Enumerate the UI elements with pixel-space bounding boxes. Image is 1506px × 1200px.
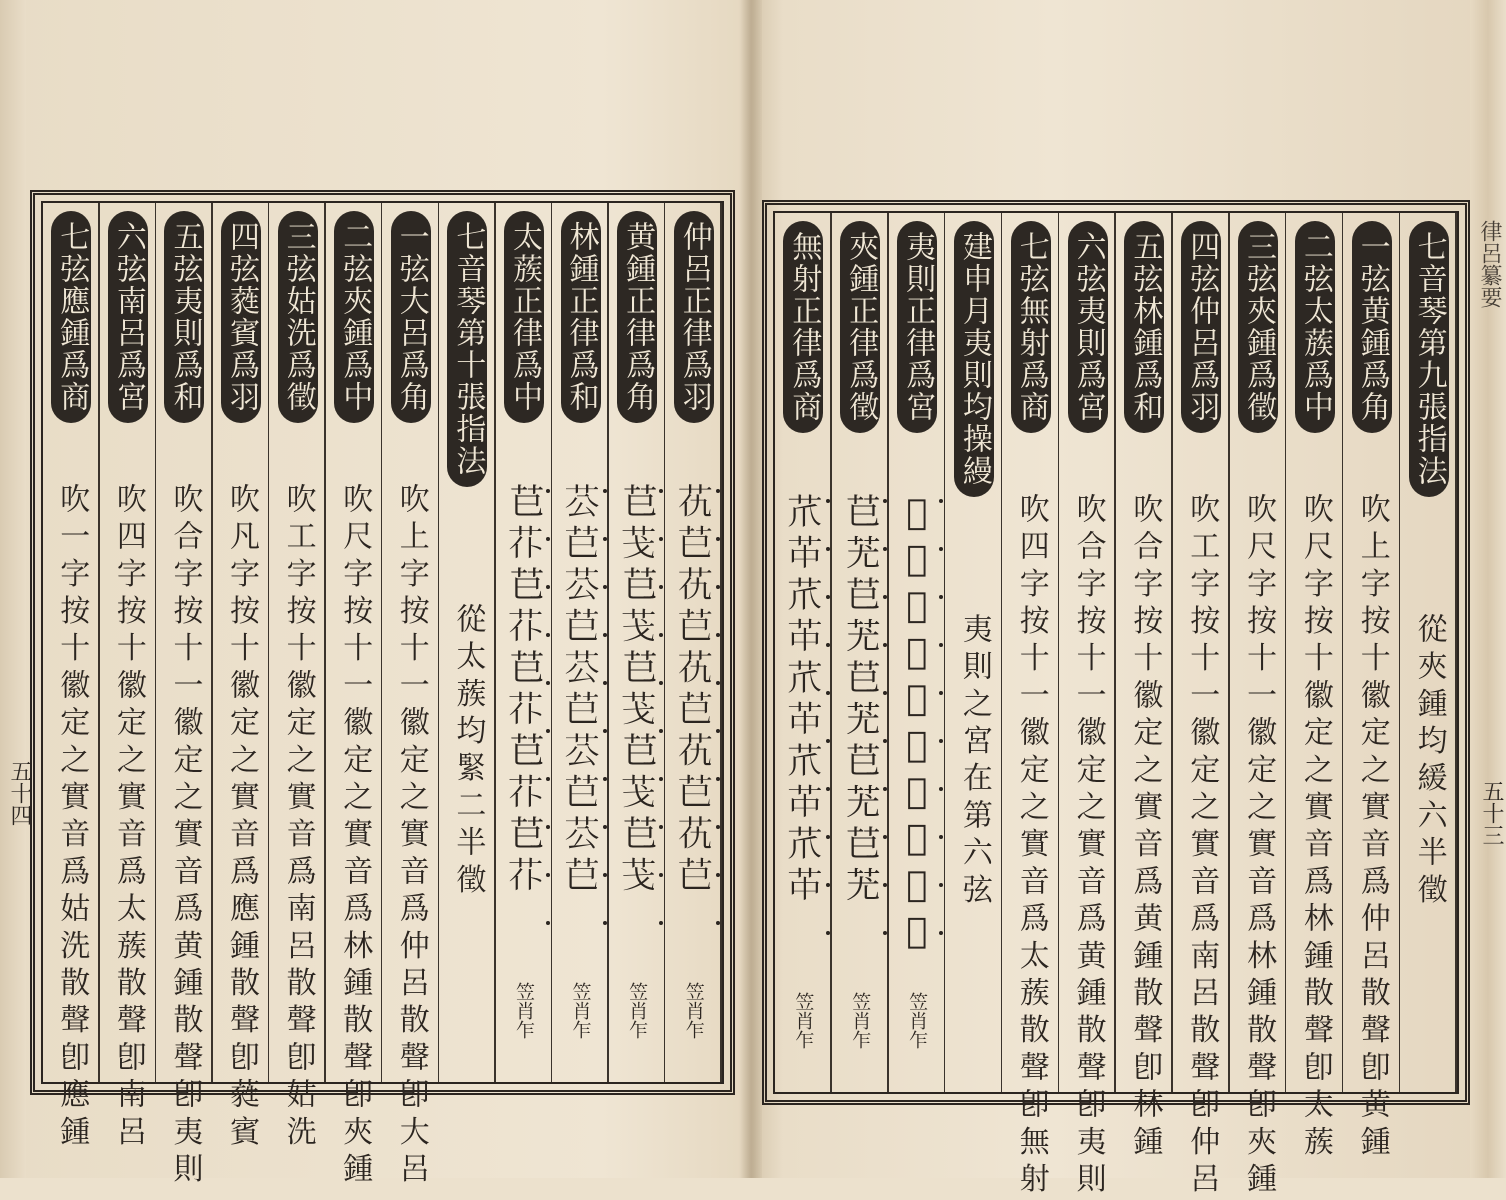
note-dot: [716, 921, 720, 925]
text-column: [775, 213, 832, 1092]
text-column: [213, 203, 270, 1153]
instruction-text: 吹凡字按十徽定之實音爲應鍾散聲卽蕤賓: [224, 483, 260, 1153]
note-dots: [826, 499, 830, 979]
section-heading-tab: 七音琴第九張指法: [1409, 221, 1449, 497]
string-label-tab: 四弦蕤賓爲羽: [221, 211, 261, 423]
text-column: [439, 203, 496, 1082]
note-dot: [716, 585, 720, 589]
note-dot: [659, 873, 663, 877]
text-column: [889, 213, 946, 1092]
column-divider: [1001, 213, 1003, 1092]
note-dot: [716, 873, 720, 877]
note-dot: [546, 537, 550, 541]
column-divider: [887, 213, 889, 1092]
tablature-text: 𦬊𦬓𦬊𦬓𦬊𦬓𦬊𦬓𦬊𦬓: [840, 493, 881, 908]
note-dot: [659, 681, 663, 685]
note-dot: [883, 595, 887, 599]
right-page-margin-title: 律呂纂要: [1477, 220, 1502, 308]
instruction-text: 從太蔟均緊二半徵: [450, 603, 486, 901]
instruction-text: 從夾鍾均緩六半徵: [1411, 613, 1447, 911]
string-label-tab: 六弦南呂爲宮: [108, 211, 148, 423]
right-page-folio: 五十三: [1479, 780, 1504, 846]
instruction-text: 吹四字按十徽定之實音爲太蔟散聲卽南呂: [110, 483, 146, 1153]
note-dot: [716, 729, 720, 733]
text-column: [496, 203, 553, 1082]
note-dot: [826, 931, 830, 935]
note-dot: [603, 825, 607, 829]
text-column: [43, 203, 100, 1153]
note-dot: [659, 537, 663, 541]
string-label-tab: 林鍾正律爲和: [561, 211, 601, 423]
note-dot: [939, 787, 943, 791]
note-dot: [826, 643, 830, 647]
note-dots: [716, 489, 720, 969]
instruction-text: 吹尺字按十一徽定之實音爲林鍾散聲卽夾鍾: [1241, 493, 1277, 1200]
section-heading-tab: 七音琴第十張指法: [447, 211, 487, 487]
note-dot: [939, 931, 943, 935]
previous-page-edge: [0, 0, 26, 1178]
note-dot: [546, 489, 550, 493]
column-divider: [830, 213, 832, 1092]
note-dot: [826, 787, 830, 791]
left-page-columns: [41, 201, 724, 1190]
note-dot: [603, 873, 607, 877]
section-heading-tab: 建申月夷則均操縵: [954, 221, 994, 497]
note-dots: [883, 499, 887, 979]
text-column: [1287, 213, 1344, 1163]
note-dot: [939, 595, 943, 599]
column-divider: [607, 203, 609, 1082]
note-dot: [826, 499, 830, 503]
string-label-tab: 仲呂正律爲羽: [674, 211, 714, 423]
column-divider: [664, 203, 666, 1082]
note-dot: [603, 585, 607, 589]
note-dot: [826, 691, 830, 695]
string-label-tab: 三弦姑洗爲徵: [278, 211, 318, 423]
note-dot: [603, 489, 607, 493]
note-dot: [826, 835, 830, 839]
fingering-note: 笠肖乍: [512, 982, 535, 1039]
fingering-note: 笠肖乍: [569, 982, 592, 1039]
column-divider: [155, 203, 157, 1082]
note-dot: [826, 595, 830, 599]
note-dot: [659, 777, 663, 781]
fingering-note: 笠肖乍: [906, 992, 929, 1049]
instruction-text: 吹合字按十一徽定之實音爲黄鍾散聲卽夷則: [1070, 493, 1106, 1200]
tablature-text: 𦬔𦬕𦬔𦬕𦬔𦬕𦬔𦬕𦬔𦬕: [783, 493, 824, 908]
text-column: [552, 203, 609, 1082]
string-label-tab: 一弦大呂爲角: [391, 211, 431, 423]
note-dot: [716, 633, 720, 637]
note-dot: [716, 825, 720, 829]
string-label-tab: 太蔟正律爲中: [504, 211, 544, 423]
instruction-text: 吹上字按十一徽定之實音爲仲呂散聲卽大呂: [393, 483, 429, 1190]
note-dot: [883, 691, 887, 695]
note-dot: [659, 585, 663, 589]
note-dot: [883, 787, 887, 791]
string-label-tab: 夾鍾正律爲徵: [840, 221, 880, 433]
column-divider: [1114, 213, 1116, 1092]
note-dot: [659, 921, 663, 925]
string-label-tab: 黄鍾正律爲角: [617, 211, 657, 423]
string-label-tab: 二弦太蔟爲中: [1295, 221, 1335, 433]
column-divider: [1285, 213, 1287, 1092]
column-divider: [1228, 213, 1230, 1092]
instruction-text: 吹合字按十一徽定之實音爲黄鍾散聲卽夷則: [167, 483, 203, 1190]
note-dot: [603, 777, 607, 781]
fingering-note: 笠肖乍: [682, 982, 705, 1039]
instruction-text: 吹尺字按十徽定之實音爲林鍾散聲卽太蔟: [1297, 493, 1333, 1163]
note-dot: [939, 643, 943, 647]
instruction-text: 吹工字按十徽定之實音爲南呂散聲卽姑洗: [280, 483, 316, 1153]
left-page-folio: 五十四: [7, 760, 32, 826]
column-divider: [1455, 213, 1457, 1092]
string-label-tab: 夷則正律爲宮: [897, 221, 937, 433]
note-dot: [546, 633, 550, 637]
text-column: [383, 203, 440, 1190]
note-dot: [939, 835, 943, 839]
next-page-edge: [1470, 0, 1506, 1178]
instruction-text: 吹一字按十徽定之實音爲姑洗散聲卽應鍾: [54, 483, 90, 1153]
text-column: [1116, 213, 1173, 1163]
note-dot: [659, 633, 663, 637]
string-label-tab: 五弦林鍾爲和: [1124, 221, 1164, 433]
string-label-tab: 一弦黄鍾爲角: [1352, 221, 1392, 433]
string-label-tab: 三弦夾鍾爲徵: [1238, 221, 1278, 433]
note-dot: [546, 729, 550, 733]
string-label-tab: 五弦夷則爲和: [164, 211, 204, 423]
text-column: [326, 203, 383, 1190]
note-dot: [546, 921, 550, 925]
string-label-tab: 七弦無射爲商: [1011, 221, 1051, 433]
tablature-text: 𦬊𦬙𦬊𦬙𦬊𦬙𦬊𦬙𦬊𦬙: [503, 483, 544, 898]
note-dots: [939, 499, 943, 979]
string-label-tab: 無射正律爲商: [783, 221, 823, 433]
string-label-tab: 六弦夷則爲宮: [1068, 221, 1108, 433]
instruction-text: 吹尺字按十一徽定之實音爲林鍾散聲卽夾鍾: [337, 483, 373, 1190]
column-divider: [438, 203, 440, 1082]
note-dot: [546, 825, 550, 829]
text-column: [665, 203, 722, 1082]
column-divider: [1399, 213, 1401, 1092]
string-label-tab: 二弦夾鍾爲中: [334, 211, 374, 423]
column-divider: [944, 213, 946, 1092]
note-dot: [546, 681, 550, 685]
note-dot: [603, 921, 607, 925]
note-dot: [603, 729, 607, 733]
right-page-columns: [773, 211, 1459, 1200]
instruction-text: 吹合字按十徽定之實音爲黄鍾散聲卽林鍾: [1127, 493, 1163, 1163]
note-dot: [716, 681, 720, 685]
note-dot: [939, 547, 943, 551]
note-dot: [716, 777, 720, 781]
tablature-text: 𦬊𦬗𦬊𦬗𦬊𦬗𦬊𦬗𦬊𦬗: [617, 483, 658, 898]
text-column: [156, 203, 213, 1190]
note-dot: [546, 585, 550, 589]
note-dot: [716, 537, 720, 541]
text-column: [1059, 213, 1116, 1200]
note-dot: [603, 633, 607, 637]
note-dot: [659, 825, 663, 829]
fingering-note: 笠肖乍: [849, 992, 872, 1049]
instruction-text: 吹上字按十徽定之實音爲仲呂散聲卽黄鍾: [1354, 493, 1390, 1163]
text-column: [1230, 213, 1287, 1200]
column-divider: [1171, 213, 1173, 1092]
note-dot: [659, 729, 663, 733]
note-dot: [883, 547, 887, 551]
text-column: [1002, 213, 1059, 1200]
column-divider: [211, 203, 213, 1082]
note-dots: [546, 489, 550, 969]
column-divider: [720, 203, 722, 1082]
left-page-frame: [30, 190, 735, 1190]
note-dot: [716, 489, 720, 493]
instruction-text: 吹工字按十一徽定之實音爲南呂散聲卽仲呂: [1184, 493, 1220, 1200]
string-label-tab: 四弦仲呂爲羽: [1181, 221, 1221, 433]
note-dot: [939, 739, 943, 743]
text-column: [1343, 213, 1400, 1163]
note-dots: [603, 489, 607, 969]
column-divider: [268, 203, 270, 1082]
text-column: [1400, 213, 1457, 1092]
column-divider: [551, 203, 553, 1082]
note-dot: [546, 873, 550, 877]
instruction-text: 吹四字按十一徽定之實音爲太蔟散聲卽無射: [1013, 493, 1049, 1200]
column-divider: [381, 203, 383, 1082]
note-dot: [883, 499, 887, 503]
note-dot: [939, 883, 943, 887]
note-dot: [826, 547, 830, 551]
note-dot: [826, 883, 830, 887]
column-divider: [1342, 213, 1344, 1092]
tablature-text: 𦬘𦬊𦬘𦬊𦬘𦬊𦬘𦬊𦬘𦬊: [560, 483, 601, 898]
note-dot: [883, 883, 887, 887]
book-gutter: [740, 0, 762, 1178]
column-divider: [494, 203, 496, 1082]
note-dot: [883, 931, 887, 935]
note-dot: [883, 643, 887, 647]
fingering-note: 笠肖乍: [626, 982, 649, 1039]
text-column: [100, 203, 157, 1153]
note-dot: [546, 777, 550, 781]
text-column: [1173, 213, 1230, 1200]
column-divider: [324, 203, 326, 1082]
note-dot: [826, 739, 830, 743]
column-divider: [98, 203, 100, 1082]
note-dot: [883, 739, 887, 743]
tablature-text: 𦬖𦬊𦬖𦬊𦬖𦬊𦬖𦬊𦬖𦬊: [673, 483, 714, 898]
text-column: [946, 213, 1003, 1092]
right-page-frame: [762, 200, 1470, 1200]
note-dot: [659, 489, 663, 493]
note-dot: [603, 681, 607, 685]
column-divider: [1058, 213, 1060, 1092]
text-column: [832, 213, 889, 1092]
text-column: [269, 203, 326, 1153]
fingering-note: 笠肖乍: [792, 992, 815, 1049]
note-dot: [603, 537, 607, 541]
text-column: [609, 203, 666, 1082]
tablature-text: 𦬒𦬊𦬒𦬊𦬒𦬊𦬒𦬊𦬒𦬊: [897, 493, 938, 958]
note-dot: [939, 499, 943, 503]
note-dot: [939, 691, 943, 695]
string-label-tab: 七弦應鍾爲商: [51, 211, 91, 423]
instruction-text: 夷則之宮在第六弦: [956, 613, 992, 911]
note-dot: [883, 835, 887, 839]
note-dots: [659, 489, 663, 969]
